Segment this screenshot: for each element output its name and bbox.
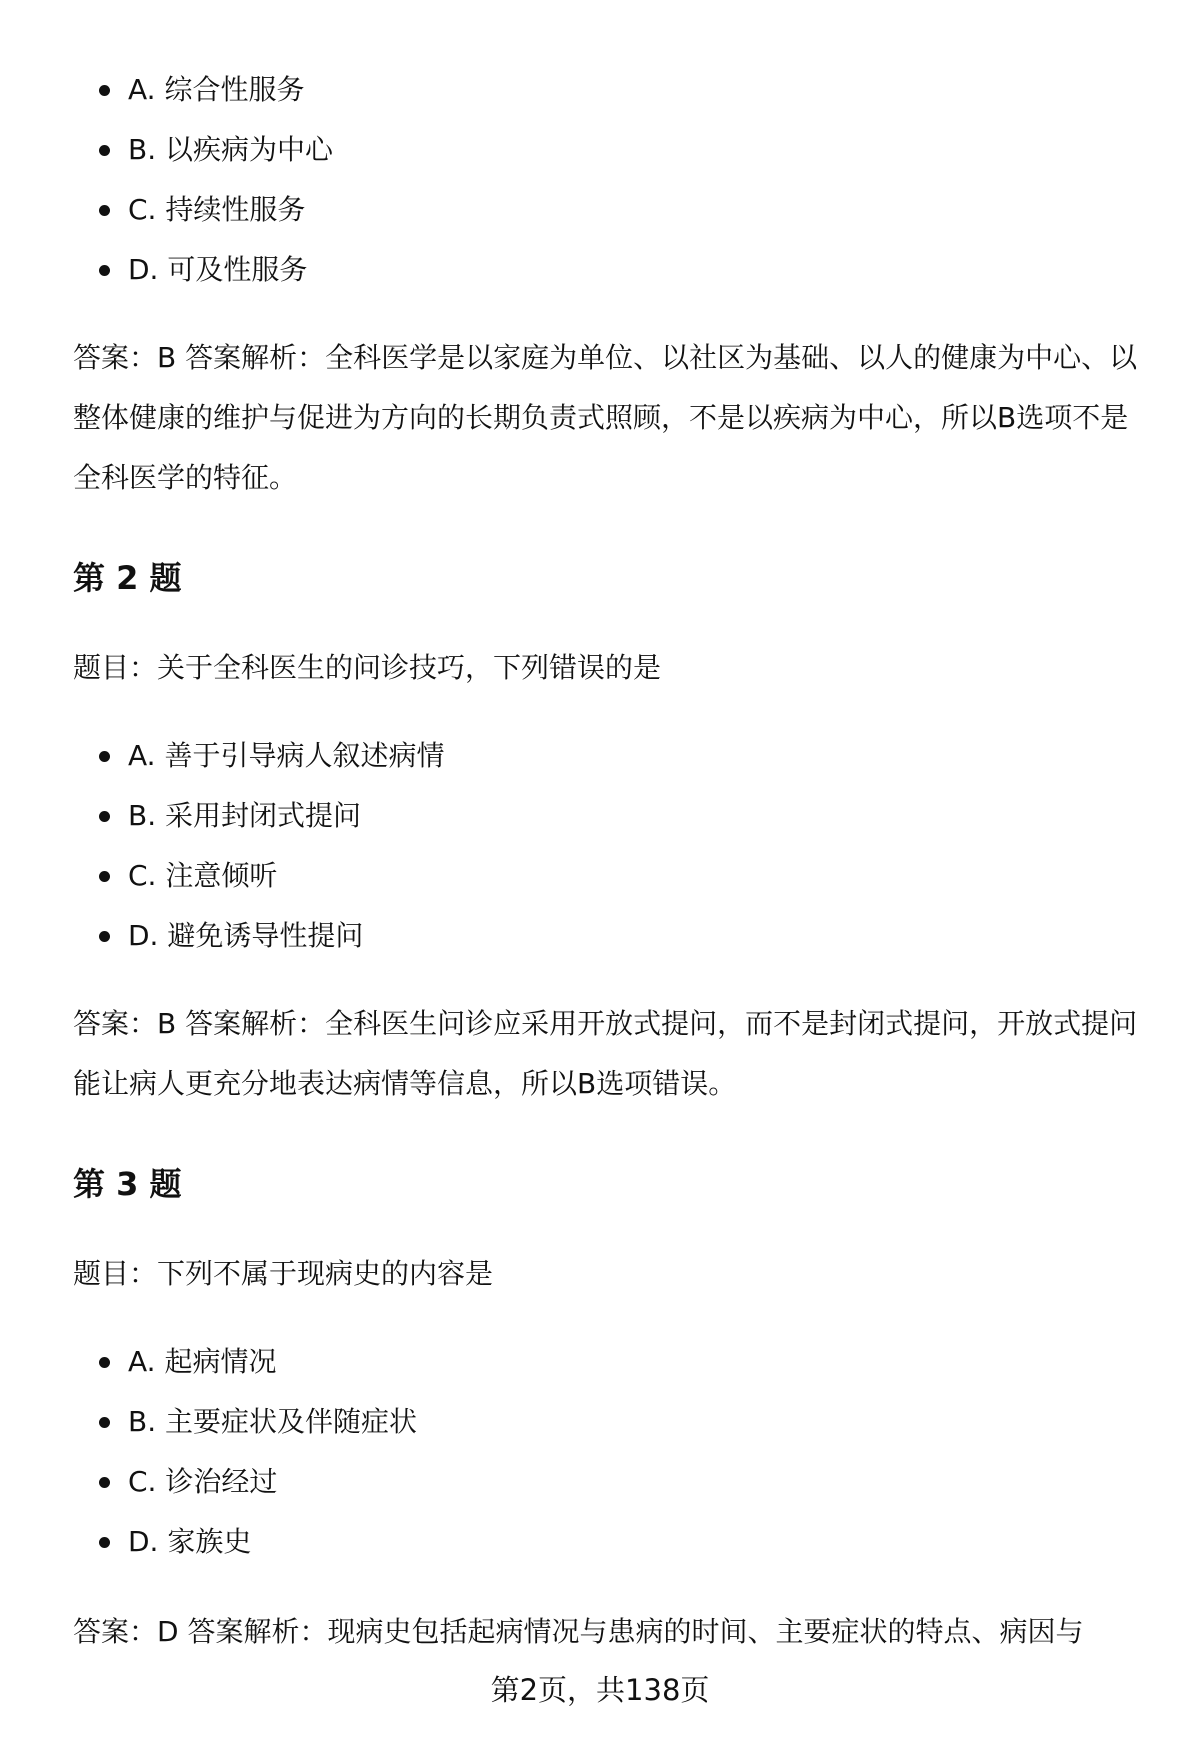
q3-title: 第 3 题 bbox=[73, 1165, 182, 1203]
list-item: C. 持续性服务 bbox=[73, 180, 1153, 240]
document-page bbox=[73, 60, 1153, 1572]
q3-answer: 答案：D 答案解析：现病史包括起病情况与患病的时间、主要症状的特点、病因与 bbox=[73, 1615, 1084, 1648]
list-item: A. 起病情况 bbox=[73, 1332, 1153, 1392]
list-item: D. 可及性服务 bbox=[73, 240, 1153, 300]
list-item: C. 注意倾听 bbox=[73, 846, 1153, 906]
list-item: B. 主要症状及伴随症状 bbox=[73, 1392, 1153, 1452]
q2-answer: 答案：B 答案解析：全科医生问诊应采用开放式提问，而不是封闭式提问，开放式提问能让病人更充分地表达病情等信息，所以B选项错误。 bbox=[73, 1007, 1138, 1100]
q2-title: 第 2 题 bbox=[73, 559, 182, 597]
q2-question: 题目：关于全科医生的问诊技巧，下列错误的是 bbox=[73, 651, 662, 684]
list-item: A. 综合性服务 bbox=[73, 60, 1153, 120]
list-item: B. 以疾病为中心 bbox=[73, 120, 1153, 180]
q3-options bbox=[73, 1332, 1153, 1572]
q2-options bbox=[73, 726, 1153, 966]
list-item: C. 诊治经过 bbox=[73, 1452, 1153, 1512]
q3-question: 题目：下列不属于现病史的内容是 bbox=[73, 1257, 494, 1290]
q1-options bbox=[73, 60, 1153, 300]
page-number: 第2页，共138页 bbox=[490, 1673, 710, 1707]
list-item: B. 采用封闭式提问 bbox=[73, 786, 1153, 846]
list-item: A. 善于引导病人叙述病情 bbox=[73, 726, 1153, 786]
q1-answer: 答案：B 答案解析：全科医学是以家庭为单位、以社区为基础、以人的健康为中心、以整体健康的维护与促进为方向的长期负责式照顾，不是以疾病为中心，所以B选项不是全科医学的特征。 bbox=[73, 341, 1138, 494]
list-item: D. 家族史 bbox=[73, 1512, 1153, 1572]
list-item: D. 避免诱导性提问 bbox=[73, 906, 1153, 966]
